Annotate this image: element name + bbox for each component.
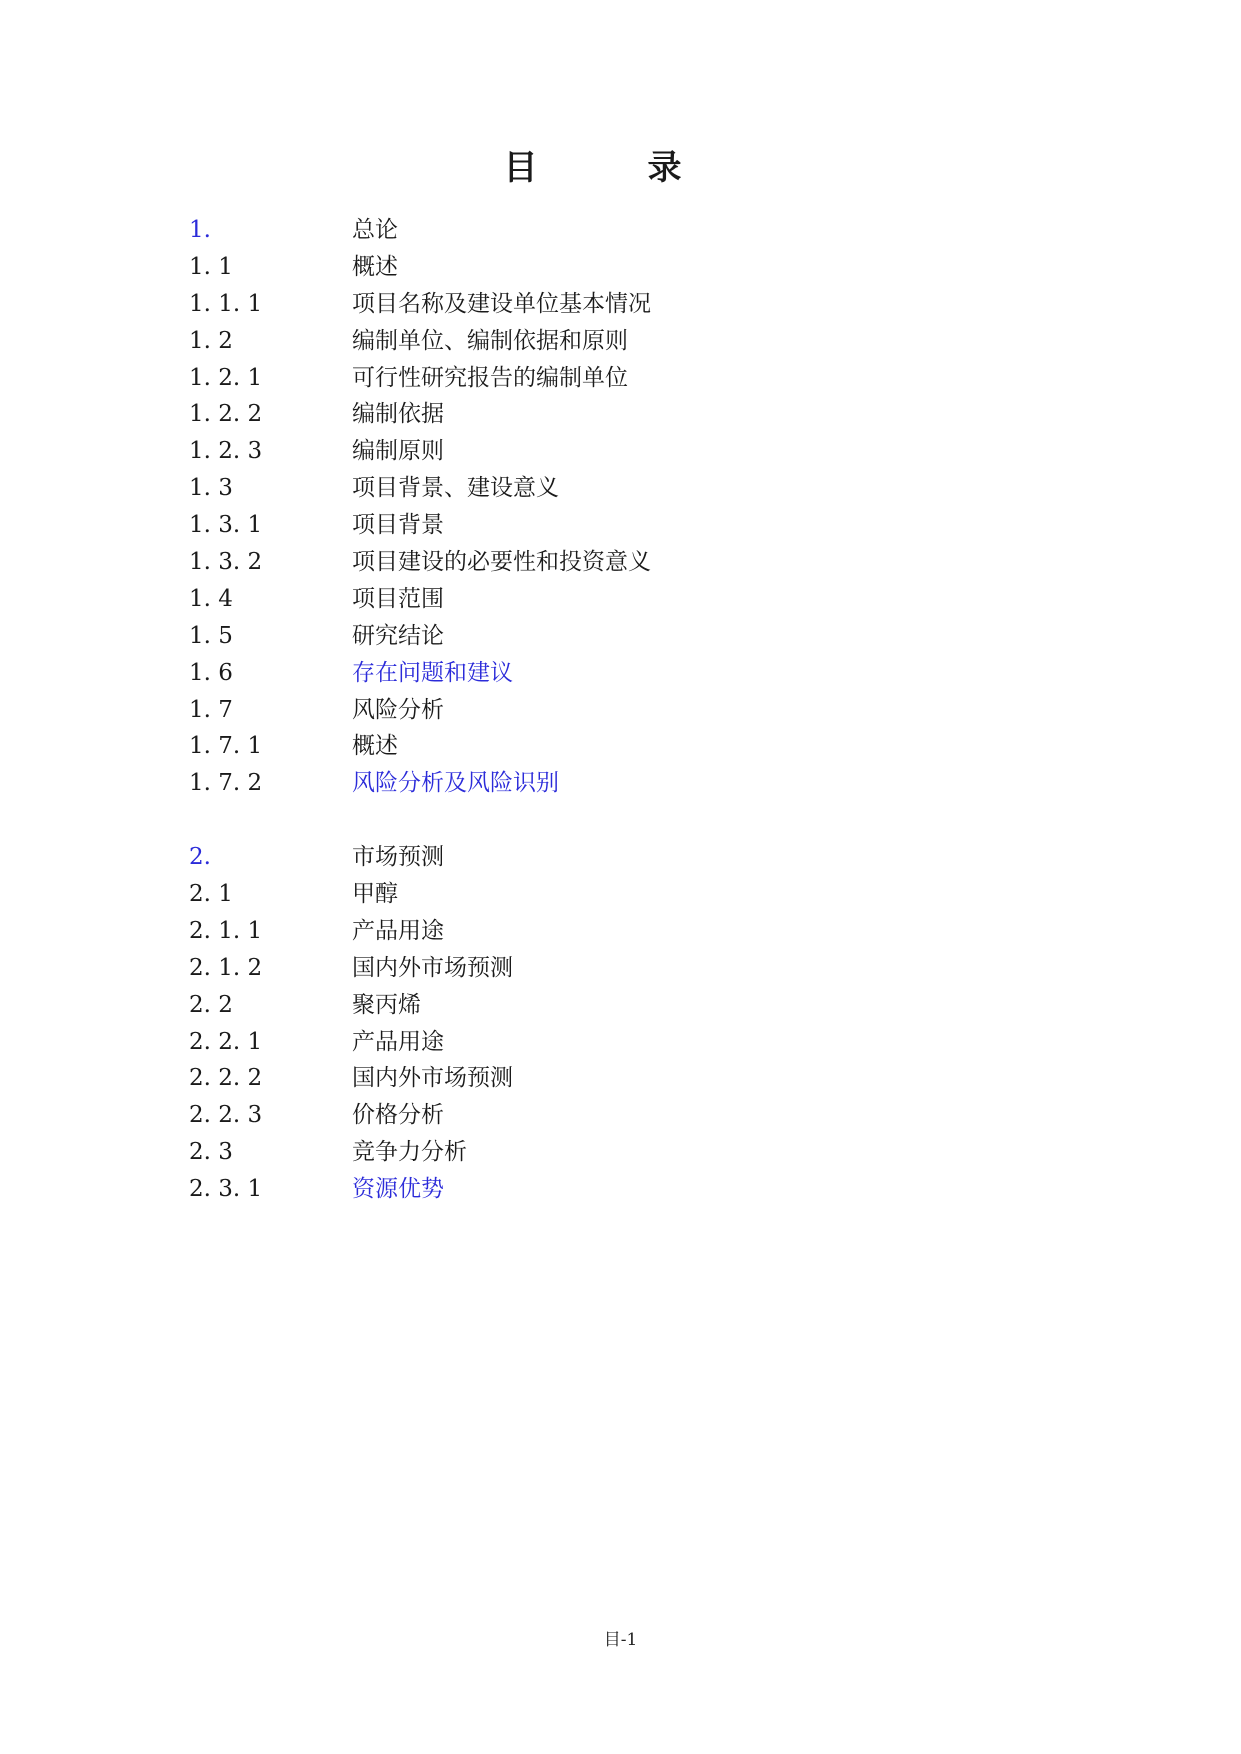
toc-entry-number[interactable]: 1. 2 <box>189 327 233 354</box>
toc-entry-number[interactable]: 1. 7 <box>189 696 233 723</box>
toc-entry-title[interactable]: 编制依据 <box>352 401 444 428</box>
toc-entry[interactable] <box>189 1165 1089 1214</box>
toc-entry-number[interactable]: 2. 2. 1 <box>189 1028 263 1055</box>
toc-entry-number[interactable]: 1. 4 <box>189 585 233 612</box>
toc-entry-title[interactable]: 项目范围 <box>352 585 444 612</box>
toc-entry-title[interactable]: 编制单位、编制依据和原则 <box>352 327 628 354</box>
toc-entry-title[interactable]: 产品用途 <box>352 917 444 944</box>
toc-entry-title[interactable]: 项目建设的必要性和投资意义 <box>352 549 651 576</box>
toc-entry-number[interactable]: 1. 1 <box>189 253 233 280</box>
toc-entry-number[interactable]: 1. 3 <box>189 475 233 502</box>
toc-entry-title[interactable]: 竞争力分析 <box>352 1139 467 1166</box>
toc-entry-title[interactable]: 甲醇 <box>352 881 398 908</box>
toc-entry-title[interactable]: 可行性研究报告的编制单位 <box>352 364 628 391</box>
toc-entry-title[interactable]: 风险分析及风险识别 <box>352 770 559 797</box>
toc-entry-number[interactable]: 1. 2. 1 <box>189 364 263 391</box>
toc-entry-title[interactable]: 概述 <box>352 253 398 280</box>
toc-entry-title[interactable]: 风险分析 <box>352 696 444 723</box>
toc-entry[interactable] <box>189 759 1089 808</box>
toc-entry-number[interactable]: 2. 1. 1 <box>189 917 263 944</box>
toc-entry-number[interactable]: 2. 1. 2 <box>189 954 263 981</box>
toc-entry-number[interactable]: 2. 2. 3 <box>189 1102 263 1129</box>
toc-entry-number[interactable]: 2. 2. 2 <box>189 1065 263 1092</box>
toc-entry-number[interactable]: 1. 2. 3 <box>189 438 263 465</box>
toc-entry-title[interactable]: 项目名称及建设单位基本情况 <box>352 290 651 317</box>
toc-entry-title[interactable]: 总论 <box>352 217 398 243</box>
page-title: 目 录 <box>503 148 720 188</box>
toc-entry-title[interactable]: 产品用途 <box>352 1028 444 1055</box>
toc-entry-number[interactable]: 2. 3. 1 <box>189 1176 263 1203</box>
toc-entry-number[interactable]: 1. 7. 2 <box>189 770 263 797</box>
toc-entry-title[interactable]: 聚丙烯 <box>352 991 421 1018</box>
toc-entry-number[interactable]: 1. 1. 1 <box>189 290 263 317</box>
toc-entry-title[interactable]: 国内外市场预测 <box>352 954 513 981</box>
toc-entry-title[interactable]: 市场预测 <box>352 844 444 871</box>
toc-entry-title[interactable]: 国内外市场预测 <box>352 1065 513 1092</box>
toc-entry-number[interactable]: 2. 2 <box>189 991 233 1018</box>
toc-entry-number[interactable]: 2. 3 <box>189 1139 233 1166</box>
toc-entry-title[interactable]: 研究结论 <box>352 622 444 649</box>
toc-entry-number[interactable]: 1. 7. 1 <box>189 733 263 760</box>
toc-entry-title[interactable]: 存在问题和建议 <box>352 659 513 686</box>
toc-entry-number[interactable]: 1. <box>189 217 211 243</box>
toc-entry-title[interactable]: 概述 <box>352 733 398 760</box>
toc-entry-title[interactable]: 价格分析 <box>352 1102 444 1129</box>
toc-entry-title[interactable]: 项目背景 <box>352 512 444 539</box>
toc-entry-number[interactable]: 1. 6 <box>189 659 233 686</box>
toc-entry-number[interactable]: 2. <box>189 844 211 871</box>
toc-entry-title[interactable]: 项目背景、建设意义 <box>352 475 559 502</box>
toc-entry-title[interactable]: 资源优势 <box>352 1176 444 1203</box>
toc-entry-number[interactable]: 1. 5 <box>189 622 233 649</box>
toc-entry-number[interactable]: 1. 2. 2 <box>189 401 263 428</box>
toc-entry-title[interactable]: 编制原则 <box>352 438 444 465</box>
toc-entry-number[interactable]: 1. 3. 1 <box>189 512 263 539</box>
toc-entry-number[interactable]: 2. 1 <box>189 881 233 908</box>
page-number: 目-1 <box>603 1630 638 1650</box>
toc-entry-number[interactable]: 1. 3. 2 <box>189 549 263 576</box>
table-of-contents <box>189 206 1089 1214</box>
